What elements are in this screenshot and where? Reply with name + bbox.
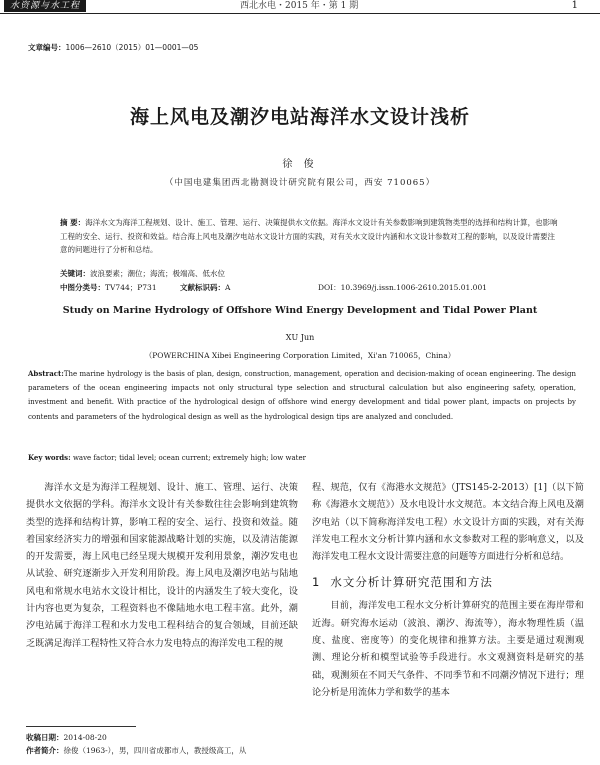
abstract-en-label: Abstract: bbox=[28, 369, 64, 378]
clc-value: TV744；P731 bbox=[105, 283, 157, 292]
keywords-en-text: wave factor; tidal level; ocean current; extremely high; low water bbox=[72, 454, 306, 462]
article-number-label: 文章编号： bbox=[28, 43, 66, 52]
classification-row bbox=[60, 282, 580, 294]
running-title: 西北水电・2015 年・第 1 期 bbox=[240, 1, 359, 11]
doc-code-value: A bbox=[225, 283, 231, 292]
body-paragraph: 海洋水文是为海洋工程规划、设计、施工、管理、运行、决策提供水文依据的学科。海洋水文设计有关参数往往会影响到建筑物类型的选择和结构计算，影响工程的安全、运行、投资和效益。随着国家经济实力的增强和国家能源战略计划的实施，以及清洁能源的开发需要，海上风电已经呈现大规模开发利用景象，潮汐发电也从试验、研究逐渐步入开发利用阶段。海上风电及潮汐电站与陆地风电和常规水电站水文设计相比，设计的内涵发生了较大变化，设计内容也更为复杂，工程资料也不像陆地水电工程丰富。此外，潮汐电站属于海洋工程和水力发电工程科结合的复合领域，目前还缺乏既满足海洋工程特性又符合水力发电特点的海洋发电工程的规 bbox=[26, 482, 298, 649]
author-bio-text: 徐俊（1963-），男，四川省成都市人，教授级高工，从 bbox=[63, 745, 247, 755]
keywords-zh-label: 关键词： bbox=[60, 269, 90, 278]
english-author: XU Jun bbox=[285, 333, 315, 342]
author-name: 徐 俊 bbox=[282, 159, 318, 170]
doc-code-label: 文献标识码： bbox=[180, 283, 225, 292]
abstract-en bbox=[28, 367, 576, 424]
author-affiliation: （中国电建集团西北勘测设计研究院有限公司，西安 710065） bbox=[164, 178, 436, 188]
journal-section-tag: 水资源与水工程 bbox=[4, 0, 86, 12]
section-heading bbox=[312, 571, 584, 593]
body-paragraph: 目前，海洋发电工程水文分析计算研究的范围主要在海岸带和近海。研究海水运动（波浪、潮汐、海流等），海水物理性质（温度、盐度、密度等）的变化规律和推算方法。主要是通过观测观测、理论分析和模型试验等手段进行。水文观测资料是研究的基础，观测须在不同天气条件、不同季节和不同潮汐情况下进行；理论分析是用流体力学和数学的基本 bbox=[312, 600, 584, 698]
article-number bbox=[28, 42, 198, 53]
abstract-en-text: The marine hydrology is the basis of plan, design, construction, management, operation and decision-making of ocean engineering. The design parameters of the ocean engineering impacts not only structural type selection and structural calculation but also engineering safety, operation, investment and benefit. With practice of the hydrological design of offshore wind energy development and tidal power plant, impacts on projects by contents and parameters of the hydrological design as well as the hydrological design tips are analyzed and concluded. bbox=[28, 370, 576, 421]
received-date bbox=[26, 732, 298, 745]
doi: DOI：10.3969/j.issn.1006-2610.2015.01.001 bbox=[318, 283, 487, 292]
body-left-column bbox=[26, 479, 298, 652]
page-number: 1 bbox=[571, 0, 578, 11]
english-title: Study on Marine Hydrology of Offshore Wind Energy Development and Tidal Power Plant bbox=[62, 305, 538, 316]
keywords-en-label: Key words: bbox=[28, 453, 71, 462]
article-number-value: 1006—2610（2015）01—0001—05 bbox=[65, 43, 199, 52]
keywords-zh bbox=[60, 268, 560, 280]
section-title: 水文分析计算研究范围和方法 bbox=[330, 575, 493, 590]
received-label: 收稿日期： bbox=[26, 733, 64, 742]
keywords-en bbox=[28, 452, 576, 464]
abstract-zh bbox=[60, 216, 560, 257]
page-header bbox=[0, 0, 600, 14]
english-affiliation: （POWERCHINA Xibei Engineering Corporation Limited，Xi'an 710065，China） bbox=[144, 351, 456, 360]
author-bio-label: 作者简介： bbox=[26, 745, 64, 755]
paper-title: 海上风电及潮汐电站海洋水文设计浅析 bbox=[129, 106, 470, 128]
author-bio bbox=[26, 745, 298, 758]
section-number: 1 bbox=[312, 575, 321, 590]
footnote-divider bbox=[26, 726, 136, 727]
body-right-column bbox=[312, 479, 584, 701]
body-paragraph: 程、规范，仅有《海港水文规范》（JTS145-2-2013）[1]（以下简称《海港水文规范》）及水电设计水文规范。本文结合海上风电及潮汐电站（以下简称海洋发电工程）水文设计方面的实践，对有关海洋发电工程水文分析计算内涵和水文参数对工程的影响意义，以及海洋发电工程水文设计需要注意的问题等方面进行分析和总结。 bbox=[312, 482, 584, 563]
received-value: 2014-08-20 bbox=[63, 733, 107, 742]
footnote bbox=[26, 732, 298, 757]
clc-label: 中图分类号： bbox=[60, 283, 105, 292]
abstract-zh-text: 海洋水文为海洋工程规划、设计、施工、管理、运行、决策提供水文依据。海洋水文设计有关参数影响到建筑物类型的选择和结构计算，也影响工程的安全、运行、投资和效益。结合海上风电及潮汐电站水文设计方面的实践，对有关水文设计内涵和水文设计参数对工程的影响，以及设计需要注意的问题进行了分析和总结。 bbox=[60, 218, 558, 254]
keywords-zh-text: 波浪要素；潮位；海流；极端高、低水位 bbox=[90, 269, 225, 278]
abstract-zh-label: 摘 要： bbox=[60, 218, 86, 227]
